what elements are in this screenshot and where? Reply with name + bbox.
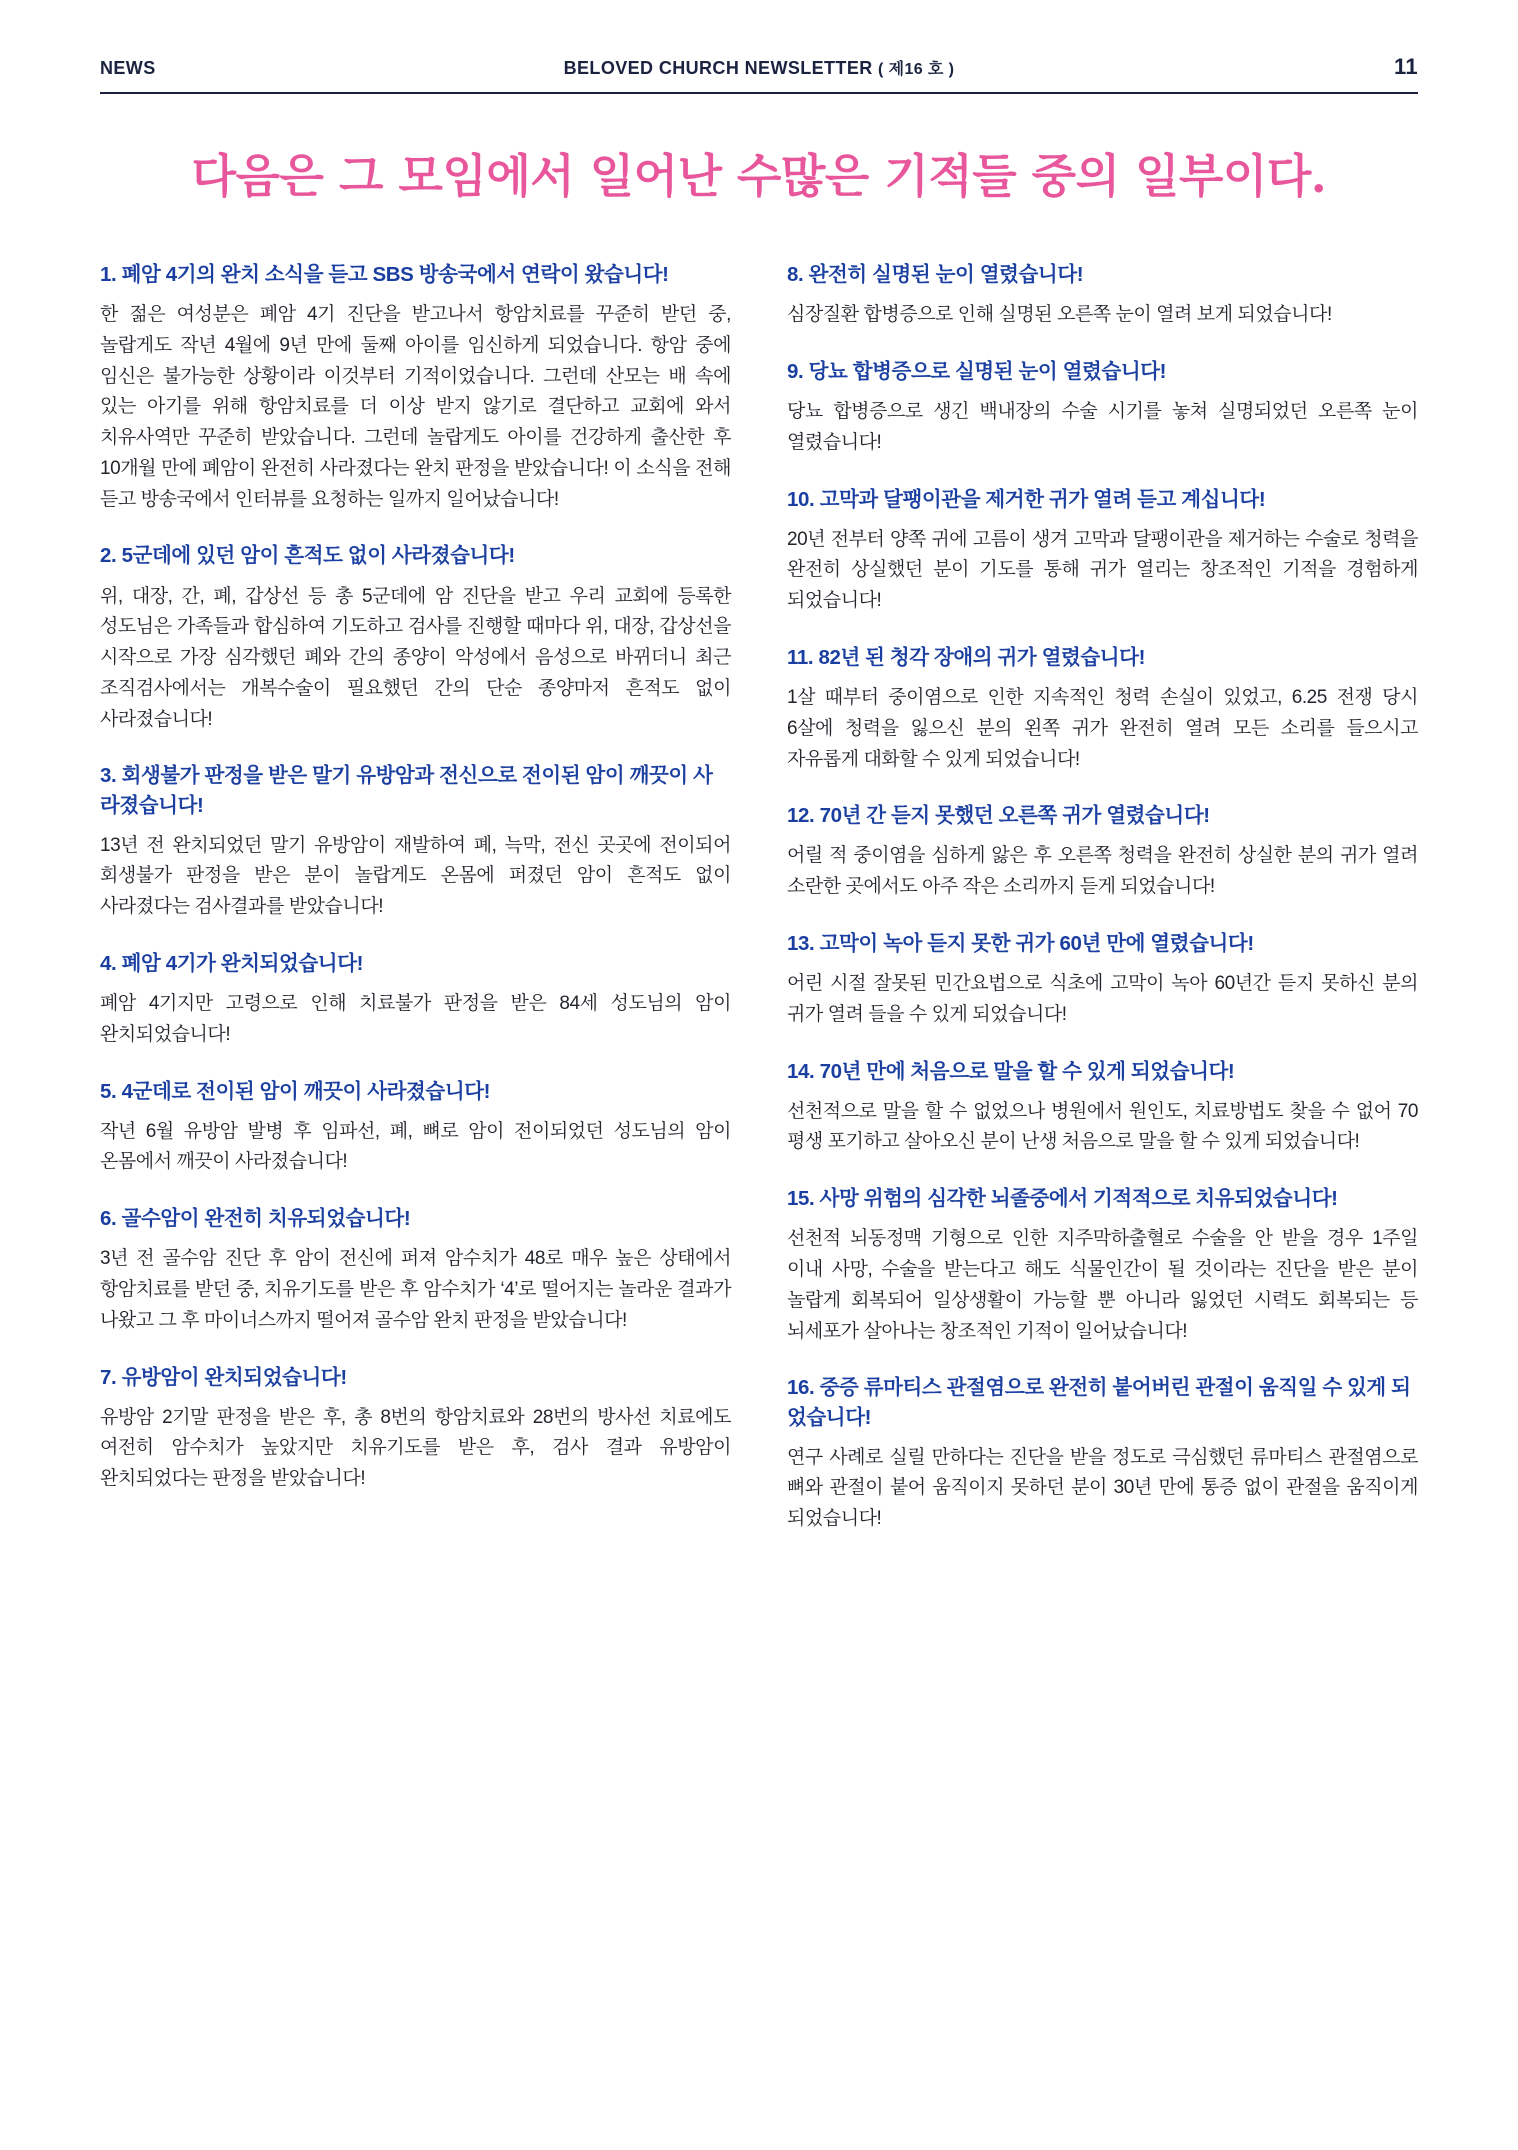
testimony-title: 10. 고막과 달팽이관을 제거한 귀가 열려 듣고 계십니다! [787, 487, 1266, 511]
testimony-title: 12. 70년 간 듣지 못했던 오른쪽 귀가 열렸습니다! [787, 804, 1210, 828]
testimony-item [787, 1057, 1418, 1159]
testimony-body: 위, 대장, 간, 폐, 갑상선 등 총 5군데에 암 진단을 받고 우리 교회에 등록한 성도님은 가족들과 합심하여 기도하고 검사를 진행할 때마다 위, 대장, 갑상선을 시작으로 가장 심각했던 폐와 간의 종양이 악성에서 음성으로 바뀌더니 최근 조직검사에서는 개복수술이 필요했던 간의 단순 종양마저 흔적도 없이 사라졌습니다! [100, 585, 731, 730]
article-columns [100, 260, 1418, 1535]
testimony-title: 6. 골수암이 완전히 치유되었습니다! [100, 1207, 411, 1231]
testimony-item [100, 260, 731, 515]
testimony-item [787, 801, 1418, 903]
page-headline: 다음은 그 모임에서 일어난 수많은 기적들 중의 일부이다. [191, 149, 1327, 203]
testimony-body: 한 젊은 여성분은 폐암 4기 진단을 받고나서 항암치료를 꾸준히 받던 중, 놀랍게도 작년 4월에 9년 만에 둘째 아이를 임신하게 되었습니다. 항암 중에 임신은 불가능한 상황이라 이것부터 기적이었습니다. 그런데 산모는 배 속에 있는 아기를 위해 항암치료를 더 이상 받지 않기로 결단하고 교회에 와서 치유사역만 꾸준히 받았습니다. 그런데 놀랍게도 아이를 건강하게 출산한 후 10개월 만에 폐암이 완전히 사라졌다는 완치 판정을 받았습니다! 이 소식을 전해 듣고 방송국에서 인터뷰를 요청하는 일까지 일어났습니다! [100, 304, 731, 510]
right-column [787, 260, 1418, 1535]
testimony-body: 선천적 뇌동정맥 기형으로 인한 지주막하출혈로 수술을 안 받을 경우 1주일 이내 사망, 수술을 받는다고 해도 식물인간이 될 것이라는 진단을 받은 분이 놀랍게 회복되어 일상생활이 가능할 뿐 아니라 잃었던 시력도 회복되는 등 뇌세포가 살아나는 창조적인 기적이 일어났습니다! [787, 1228, 1418, 1342]
testimony-body: 3년 전 골수암 진단 후 암이 전신에 퍼져 암수치가 48로 매우 높은 상태에서 항암치료를 받던 중, 치유기도를 받은 후 암수치가 ‘4’로 떨어지는 놀라운 결과가 나왔고 그 후 마이너스까지 떨어져 골수암 완치 판정을 받았습니다! [100, 1248, 731, 1331]
testimony-title: 1. 폐암 4기의 완치 소식을 듣고 SBS 방송국에서 연락이 왔습니다! [100, 263, 669, 286]
testimony-item [100, 1363, 731, 1495]
header-issue-number: ( 제16 호 ) [878, 61, 955, 78]
testimony-body: 13년 전 완치되었던 말기 유방암이 재발하여 폐, 늑막, 전신 곳곳에 전이되어 회생불가 판정을 받은 분이 놀랍게도 온몸에 퍼졌던 암이 흔적도 없이 사라졌다는 검사결과를 받았습니다! [100, 834, 731, 918]
header-divider [100, 92, 1418, 94]
testimony-body: 연구 사례로 실릴 만하다는 진단을 받을 정도로 극심했던 류마티스 관절염으로 뼈와 관절이 붙어 움직이지 못하던 분이 30년 만에 통증 없이 관절을 움직이게 되었습니다! [787, 1446, 1418, 1530]
testimony-body: 작년 6월 유방암 발병 후 임파선, 폐, 뼈로 암이 전이되었던 성도님의 암이 온몸에서 깨끗이 사라졌습니다! [100, 1120, 731, 1173]
testimony-item [787, 643, 1418, 775]
testimony-item [787, 485, 1418, 617]
testimony-body: 1살 때부터 중이염으로 인한 지속적인 청력 손실이 있었고, 6.25 전쟁 당시 6살에 청력을 잃으신 분의 왼쪽 귀가 완전히 열려 모든 소리를 들으시고 자유롭게 대화할 수 있게 되었습니다! [787, 687, 1418, 770]
testimony-title: 14. 70년 만에 처음으로 말을 할 수 있게 되었습니다! [787, 1059, 1235, 1083]
testimony-item [787, 929, 1418, 1031]
testimony-item [787, 1373, 1418, 1535]
testimony-title: 15. 사망 위험의 심각한 뇌졸중에서 기적적으로 치유되었습니다! [787, 1187, 1338, 1211]
testimony-title: 2. 5군데에 있던 암이 흔적도 없이 사라졌습니다! [100, 544, 515, 568]
testimony-item [787, 1184, 1418, 1347]
testimony-body: 폐암 4기지만 고령으로 인해 치료불가 판정을 받은 84세 성도님의 암이 완치되었습니다! [100, 993, 731, 1045]
testimony-title: 9. 당뇨 합병증으로 실명된 눈이 열렸습니다! [787, 359, 1167, 383]
testimony-title: 5. 4군데로 전이된 암이 깨끗이 사라졌습니다! [100, 1079, 491, 1103]
testimony-item [100, 1077, 731, 1179]
testimony-item [787, 260, 1418, 331]
testimony-body: 당뇨 합병증으로 생긴 백내장의 수술 시기를 놓쳐 실명되었던 오른쪽 눈이 열렸습니다! [787, 400, 1418, 453]
testimony-title: 13. 고막이 녹아 듣지 못한 귀가 60년 만에 열렸습니다! [787, 931, 1254, 955]
testimony-item [787, 357, 1418, 459]
testimony-body: 유방암 2기말 판정을 받은 후, 총 8번의 항암치료와 28번의 방사선 치료에도 여전히 암수치가 높았지만 치유기도를 받은 후, 검사 결과 유방암이 완치되었다는 판정을 받았습니다! [100, 1406, 731, 1490]
testimony-title: 4. 폐암 4기가 완치되었습니다! [100, 951, 364, 975]
header-title-text: BELOVED CHURCH NEWSLETTER [563, 58, 873, 78]
testimony-title: 16. 중증 류마티스 관절염으로 완전히 붙어버린 관절이 움직일 수 있게 되었습니다! [787, 1376, 1411, 1429]
testimony-body: 심장질환 합병증으로 인해 실명된 오른쪽 눈이 열려 보게 되었습니다! [787, 304, 1332, 326]
testimony-title: 8. 완전히 실명된 눈이 열렸습니다! [787, 263, 1084, 286]
left-column [100, 260, 731, 1495]
testimony-body: 어린 시절 잘못된 민간요법으로 식초에 고막이 녹아 60년간 듣지 못하신 분의 귀가 열려 들을 수 있게 되었습니다! [787, 973, 1418, 1025]
testimony-title: 7. 유방암이 완치되었습니다! [100, 1365, 347, 1389]
testimony-body: 선천적으로 말을 할 수 없었으나 병원에서 원인도, 치료방법도 찾을 수 없어 70 평생 포기하고 살아오신 분이 난생 처음으로 말을 할 수 있게 되었습니다! [787, 1100, 1418, 1153]
testimony-item [100, 1204, 731, 1336]
testimony-item [100, 949, 731, 1051]
testimony-body: 20년 전부터 양쪽 귀에 고름이 생겨 고막과 달팽이관을 제거하는 수술로 청력을 완전히 상실했던 분이 기도를 통해 귀가 열리는 창조적인 기적을 경험하게 되었습니다! [787, 528, 1418, 612]
header-title [280, 56, 1238, 79]
header-section-label: NEWS [100, 58, 156, 78]
testimony-title: 3. 회생불가 판정을 받은 말기 유방암과 전신으로 전이된 암이 깨끗이 사라졌습니다! [100, 764, 713, 817]
testimony-body: 어릴 적 중이염을 심하게 앓은 후 오른쪽 청력을 완전히 상실한 분의 귀가 열려 소란한 곳에서도 아주 작은 소리까지 듣게 되었습니다! [787, 845, 1418, 898]
testimony-item [100, 541, 731, 735]
page-header [100, 54, 1418, 92]
testimony-item [100, 761, 731, 923]
testimony-title: 11. 82년 된 청각 장애의 귀가 열렸습니다! [787, 645, 1146, 669]
page-number: 11 [1393, 54, 1418, 79]
